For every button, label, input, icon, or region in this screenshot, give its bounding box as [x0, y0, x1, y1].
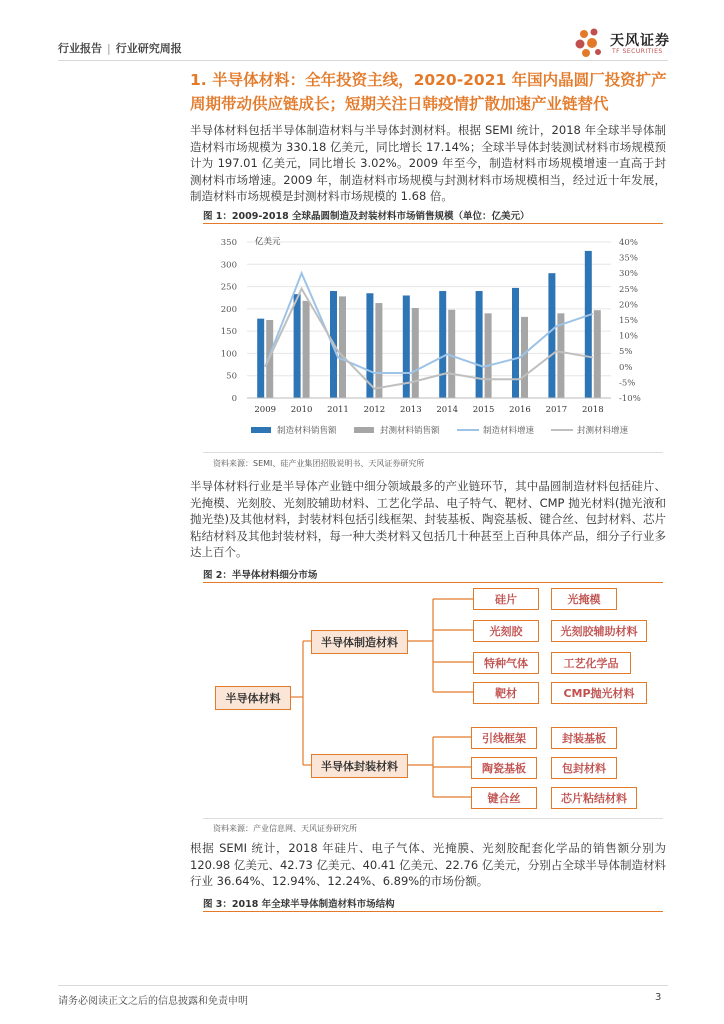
y-tick-label: 100	[220, 349, 237, 360]
tree-leaf-lead-frame: 引线框架	[471, 727, 537, 749]
x-tick-label: 2009	[254, 405, 277, 415]
tree-leaf-photoresist-auxiliary: 光刻胶辅助材料	[551, 620, 647, 642]
y-tick-label: 0	[231, 394, 237, 404]
y2-tick-label: 40%	[619, 238, 638, 248]
bar-manufacturing	[476, 291, 483, 398]
x-tick-label: 2010	[290, 405, 313, 415]
header-divider	[58, 60, 668, 61]
bar-packaging	[339, 296, 346, 398]
x-tick-label: 2011	[327, 405, 349, 415]
paragraph-industry-segments: 半导体材料行业是半导体产业链中细分领域最多的产业链环节，其中晶圆制造材料包括硅片、光掩模、光刻胶、光刻胶辅助材料、工艺化学品、电子特气、靶材、CMP 抛光材料(抛光液和抛光垫)及其他材料，封装材料包括引线框架、封装基板、陶瓷基板、键合丝、包封材料、芯片粘结材料及其他封装材料，每一种大类材料又包括几十种甚至上百种具体产品，细分子行业多达上百个。	[190, 479, 666, 559]
line-manufacturing-growth	[265, 273, 593, 373]
figure2-top-rule	[203, 582, 663, 583]
breadcrumb-separator: |	[107, 42, 111, 55]
y2-tick-label: -5%	[619, 378, 636, 389]
bar-manufacturing	[439, 291, 446, 398]
section-title: 1. 半导体材料：全年投资主线，2020-2021 年国内晶圆厂投资扩产周期带动供应链成长；短期关注日韩疫情扩散加速产业链替代	[190, 71, 667, 113]
y2-tick-label: 0%	[619, 362, 633, 373]
paragraph-market-share: 根据 SEMI 统计，2018 年硅片、电子气体、光掩膜、光刻胶配套化学品的销售额分别为 120.98 亿美元、42.73 亿美元、40.41 亿美元、22.76 亿美元，分别占全球半导体制造材料行业 36.64%、12.94%、12.24%、6.89%的市场份额。	[190, 841, 666, 888]
figure1-bottom-rule	[203, 452, 663, 453]
tree-leaf-photoresist: 光刻胶	[473, 620, 539, 642]
x-tick-label: 2013	[399, 405, 422, 415]
figure2-bottom-rule	[203, 818, 663, 819]
y-tick-label: 200	[220, 304, 237, 315]
y2-tick-label: 20%	[619, 300, 638, 311]
legend-swatch	[251, 427, 271, 433]
legend-label: 封测材料增速	[577, 426, 629, 436]
figure1-title: 图 1：2009-2018 全球晶圆制造及封装材料市场销售规模（单位：亿美元）	[203, 211, 530, 222]
x-tick-label: 2015	[472, 405, 495, 415]
bar-packaging	[412, 308, 419, 398]
tree-leaf-specialty-gas: 特种气体	[473, 652, 539, 674]
figure2-source: 资料来源：产业信息网、天风证券研究所	[213, 824, 357, 833]
legend-swatch	[354, 427, 374, 433]
report-breadcrumb	[58, 40, 182, 56]
bar-manufacturing	[294, 294, 301, 398]
y2-tick-label: 30%	[619, 269, 638, 280]
tree-leaf-ceramic-substrate: 陶瓷基板	[471, 757, 537, 779]
legend-label: 封测材料销售额	[380, 426, 440, 436]
logo-text-en: TF SECURITIES	[612, 48, 663, 55]
bar-packaging	[303, 301, 310, 398]
chart-grid	[247, 242, 611, 398]
figure3-top-rule	[203, 911, 663, 912]
tree-leaf-photomask: 光掩模	[551, 588, 617, 610]
y2-tick-label: -10%	[619, 394, 641, 404]
figure1-top-rule	[203, 223, 663, 224]
y2-tick-label: 25%	[619, 284, 638, 295]
paragraph-market-size: 半导体材料包括半导体制造材料与半导体封测材料。根据 SEMI 统计，2018 年全球半导体制造材料市场规模为 330.18 亿美元，同比增长 17.14%；全球半导体封装测试材料市场规模预计为 197.01 亿美元，同比增长 3.02%。2009 年至今，制造材料市场规模增速一直高于封测材料市场增速。2009 年，制造材料市场规模与封测材料市场规模相当，经过近十年发展，制造材料市场规模是封测材料市场规模的 1.68 倍。	[190, 123, 666, 203]
page-number: 3	[655, 992, 662, 1003]
bar-packaging	[485, 313, 492, 398]
tree-leaf-encapsulation: 包封材料	[551, 757, 617, 779]
bar-packaging	[375, 303, 382, 398]
tree-leaf-die-attach: 芯片粘结材料	[551, 787, 637, 809]
logo-text-cn: 天风证券	[610, 33, 670, 49]
bar-manufacturing	[257, 319, 264, 398]
y-axis-unit-label: 亿美元	[255, 237, 281, 247]
tree-leaf-target: 靶材	[473, 682, 539, 704]
figure1-chart	[203, 228, 663, 448]
figure1-source: 资料来源：SEMI、硅产业集团招股说明书、天风证券研究所	[213, 459, 425, 468]
y2-tick-label: 10%	[619, 331, 638, 342]
tree-node-packaging-materials: 半导体封装材料	[311, 754, 408, 778]
x-tick-label: 2016	[509, 405, 531, 415]
bar-manufacturing	[512, 288, 519, 398]
bar-packaging	[521, 317, 528, 398]
tree-leaf-process-chemicals: 工艺化学品	[551, 652, 631, 674]
legend-label: 制造材料增速	[483, 426, 535, 436]
tree-leaf-package-substrate: 封装基板	[551, 727, 617, 749]
footer-divider	[58, 985, 668, 986]
y-tick-label: 150	[220, 327, 237, 338]
x-tick-label: 2018	[581, 405, 604, 415]
tree-leaf-bonding-wire: 键合丝	[471, 787, 537, 809]
tree-leaf-silicon-wafer: 硅片	[473, 588, 539, 610]
legend-label: 制造材料销售额	[277, 426, 337, 436]
bar-manufacturing	[585, 251, 592, 398]
tree-leaf-cmp-materials: CMP抛光材料	[551, 682, 647, 704]
report-subcategory: 行业研究周报	[115, 42, 182, 55]
y-tick-label: 50	[226, 371, 237, 382]
y2-tick-label: 35%	[619, 253, 638, 264]
x-tick-label: 2017	[545, 405, 568, 415]
bar-manufacturing	[548, 273, 555, 398]
bar-packaging	[448, 310, 455, 398]
y-tick-label: 300	[220, 260, 237, 271]
y-tick-label: 250	[220, 282, 237, 293]
y2-tick-label: 15%	[619, 316, 638, 326]
tree-node-manufacturing-materials: 半导体制造材料	[311, 630, 408, 654]
tree-root-semiconductor-materials: 半导体材料	[215, 686, 291, 710]
y2-tick-label: 5%	[619, 347, 633, 358]
x-tick-label: 2014	[436, 405, 459, 415]
footer-disclaimer: 请务必阅读正文之后的信息披露和免责申明	[58, 996, 248, 1007]
bar-packaging	[594, 310, 601, 398]
y-tick-label: 350	[220, 238, 237, 248]
figure2-title: 图 2：半导体材料细分市场	[203, 570, 318, 581]
figure3-title: 图 3：2018 年全球半导体制造材料市场结构	[203, 899, 395, 910]
tf-securities-logo-icon	[572, 26, 608, 60]
x-tick-label: 2012	[363, 405, 386, 415]
report-category: 行业报告	[58, 42, 102, 55]
chart-legend	[251, 425, 629, 436]
